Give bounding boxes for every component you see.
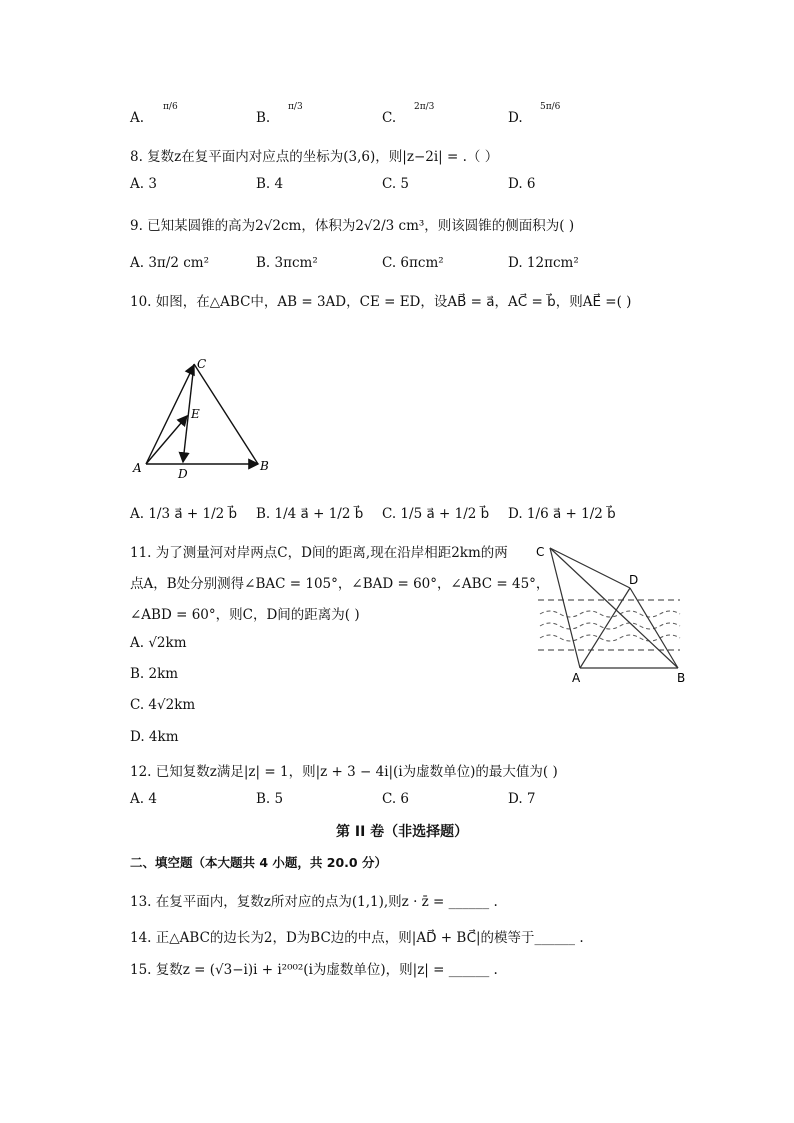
q11-option-b: B. 2km: [130, 666, 179, 682]
q15-stem: 15. 复数z = (√3−i)i + i²⁰⁰²(i为虚数单位)，则|z| = ______ .: [130, 962, 498, 978]
q9-stem: 9. 已知某圆锥的高为2√2cm，体积为2√2/3 cm³，则该圆锥的侧面积为( ): [130, 218, 575, 234]
q10-label-a: A: [133, 461, 142, 475]
q8-option-d: D. 6: [508, 176, 536, 192]
q10-label-d: D: [178, 467, 188, 480]
q9-option-c: C. 6πcm²: [382, 255, 444, 271]
q11-option-c: C. 4√2km: [130, 697, 196, 713]
q11-option-a: A. √2km: [130, 635, 187, 651]
q10-label-b: B: [260, 459, 269, 473]
q7-option-b-value: π/3: [288, 102, 303, 112]
q8-stem: 8. 复数z在复平面内对应点的坐标为(3,6)，则|z−2i| = .（ ）: [130, 149, 499, 165]
q11-option-d: D. 4km: [130, 729, 179, 745]
q7-option-d-value: 5π/6: [540, 102, 561, 112]
q7-option-b-label: B.: [256, 110, 271, 126]
q10-stem: 10. 如图，在△ABC中，AB = 3AD，CE = ED，设AB⃗ = a⃗，AC⃗ = b⃗，则AE⃗ =( ): [130, 294, 632, 310]
q14-stem: 14. 正△ABC的边长为2，D为BC边的中点，则|AD⃗ + BC⃗|的模等于______ .: [130, 930, 584, 946]
q11-label-d: D: [629, 573, 639, 587]
q10-label-c: C: [197, 357, 207, 371]
q11-river-figure: [530, 540, 695, 685]
section2-title: 二、填空题（本大题共 4 小题，共 20.0 分）: [130, 855, 387, 870]
q10-label-e: E: [191, 407, 200, 421]
q11-stem-line3: ∠ABD = 60°，则C，D间的距离为( ): [130, 607, 360, 623]
q9-option-d: D. 12πcm²: [508, 255, 579, 271]
q9-option-a: A. 3π/2 cm²: [130, 255, 209, 271]
q8-option-b: B. 4: [256, 176, 284, 192]
q11-label-a: A: [572, 671, 581, 685]
q12-option-d: D. 7: [508, 791, 536, 807]
q10-option-c: C. 1/5 a⃗ + 1/2 b⃗: [382, 506, 490, 522]
q10-triangle-figure: [128, 350, 278, 480]
q8-option-c: C. 5: [382, 176, 410, 192]
q7-option-a-label: A.: [130, 110, 145, 126]
q8-option-a: A. 3: [130, 176, 157, 192]
q13-stem: 13. 在复平面内，复数z所对应的点为(1,1),则z · z̄ = ______ .: [130, 894, 498, 910]
q10-option-b: B. 1/4 a⃗ + 1/2 b⃗: [256, 506, 364, 522]
q10-side-cb: [194, 364, 258, 464]
q10-side-ac: [146, 365, 194, 464]
q11-label-c: C: [536, 545, 545, 559]
q7-option-c-label: C.: [382, 110, 397, 126]
q12-option-a: A. 4: [130, 791, 157, 807]
q7-option-d-label: D.: [508, 110, 523, 126]
q12-stem: 12. 已知复数z满足|z| = 1，则|z + 3 − 4i|(i为虚数单位)的最大值为( ): [130, 764, 558, 780]
q11-label-b: B: [677, 671, 686, 685]
q9-option-b: B. 3πcm²: [256, 255, 318, 271]
q11-stem-line2: 点A，B处分别测得∠BAC = 105°，∠BAD = 60°，∠ABC = 45°，: [130, 576, 550, 592]
q7-option-c-value: 2π/3: [414, 102, 435, 112]
part2-title: 第 II 卷（非选择题）: [336, 824, 469, 840]
q10-option-d: D. 1/6 a⃗ + 1/2 b⃗: [508, 506, 616, 522]
q7-option-a-value: π/6: [163, 102, 178, 112]
q12-option-b: B. 5: [256, 791, 284, 807]
q10-option-a: A. 1/3 a⃗ + 1/2 b⃗: [130, 506, 238, 522]
q11-stem-line1: 11. 为了测量河对岸两点C，D间的距离,现在沿岸相距2km的两: [130, 545, 508, 561]
q12-option-c: C. 6: [382, 791, 410, 807]
